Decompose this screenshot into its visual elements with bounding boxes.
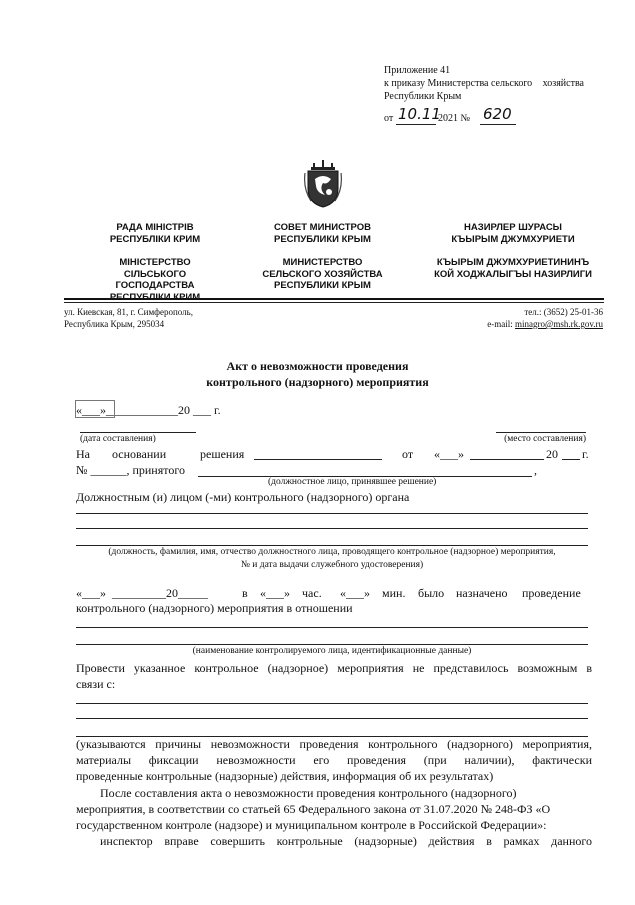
number-handwritten: 620 xyxy=(483,105,512,123)
appendix-line2b: хозяйства xyxy=(542,78,584,89)
after-paragraph xyxy=(76,785,592,849)
basis-line xyxy=(76,446,592,462)
impossible-line1: Провести указанное контрольное (надзорное) мероприятия не представилось возможным в xyxy=(76,661,592,675)
basis-date: «___» xyxy=(434,447,464,461)
reasons-line2: материалы фиксации невозможности его проведения (при наличии), фактически xyxy=(76,753,592,767)
time-min: «___» xyxy=(340,586,370,600)
header-rule-thick xyxy=(64,298,604,300)
reasons-line1: (указываются причины невозможности проведения контрольного (надзорного) мероприятия, xyxy=(76,737,592,751)
order-date-line xyxy=(384,106,584,126)
reason-line-2[interactable] xyxy=(76,718,588,719)
time-month-year: _________20_____ xyxy=(112,586,208,600)
coat-of-arms-icon xyxy=(303,159,343,209)
official-note xyxy=(76,546,588,572)
header-right-4: КОЙ ХОДЖАЛЫГЪЫ НАЗИРЛИГИ xyxy=(434,268,592,280)
date-underline xyxy=(396,124,436,125)
date-handwritten: 10.11 xyxy=(398,105,441,123)
basis-from: от xyxy=(402,447,414,461)
header-center-3: МИНИСТЕРСТВО xyxy=(282,257,363,268)
time-word-provedenie: проведение xyxy=(522,586,581,600)
reasons-note xyxy=(76,736,592,784)
number-line-text: № ______, принятого xyxy=(76,463,185,477)
official-heading: Должностным (и) лицом (-ми) контрольного (надзорного) органа xyxy=(76,490,410,504)
time-word-bylo: было xyxy=(418,586,445,600)
decision-field[interactable] xyxy=(254,459,382,460)
header-center-5: РЕСПУБЛИКИ КРЫМ xyxy=(274,280,371,291)
header-left-2: РЕСПУБЛІКИ КРИМ xyxy=(109,233,201,245)
impossible-text xyxy=(76,660,592,692)
after-line3: государственном контроле (надзоре) и муниципальном контроле в Российской Федерации»: xyxy=(76,818,547,832)
official-line-2[interactable] xyxy=(76,528,588,529)
after-line2: мероприятия, в соответствии со статьей 65 Федерального закона от 31.07.2020 № 248-ФЗ «О xyxy=(76,802,551,816)
time-hour: «___» xyxy=(260,586,290,600)
time-at: в xyxy=(242,586,248,600)
basis-g: г. xyxy=(582,447,589,461)
basis-month-field[interactable] xyxy=(470,459,544,460)
address-line2: Республика Крым, 295034 xyxy=(64,319,165,329)
header-left-column xyxy=(80,222,230,303)
header-right-3: КЪЫРЫМ ДЖУМХУРИЕТИНИНЪ xyxy=(436,257,590,268)
subject-line-1[interactable] xyxy=(76,627,588,628)
appendix-line3: Республики Крым xyxy=(384,91,462,102)
header-center-2: РЕСПУБЛИКИ КРЫМ xyxy=(274,233,371,245)
header-center-column xyxy=(250,222,395,292)
header-right-2: КЪЫРЫМ ДЖУМХУРИЕТИ xyxy=(451,233,575,245)
basis-word3: решения xyxy=(200,447,245,461)
header-rule-thin xyxy=(64,302,604,303)
date-caption: (дата составления) xyxy=(80,434,156,444)
place-caption: (место составления) xyxy=(504,434,586,444)
official-caption: (должностное лицо, принявшее решение) xyxy=(268,477,437,487)
header-left-5: ГОСПОДАРСТВА xyxy=(115,280,195,291)
inspector-line: инспектор вправе совершить контрольные (надзорные) действия в рамках данного xyxy=(100,834,592,848)
official-note-1: (должность, фамилия, имя, отчество должностного лица, проводящего контрольное (надзорное) мероприятия, xyxy=(108,547,556,557)
title-line1: Акт о невозможности проведения xyxy=(226,359,409,373)
number-underline xyxy=(480,124,516,125)
address-line1: ул. Киевская, 81, г. Симферополь, xyxy=(64,307,194,317)
basis-word1: На xyxy=(76,447,90,461)
appendix-block xyxy=(384,64,604,103)
header-left-1: РАДА МІНІСТРІВ xyxy=(116,222,194,233)
date-day-box xyxy=(75,400,115,418)
email-link[interactable]: minagro@msh.rk.gov.ru xyxy=(515,319,603,329)
basis-word2: основании xyxy=(112,447,167,461)
time-word-naznacheno: назначено xyxy=(456,586,508,600)
email-label: e-mail: xyxy=(487,319,513,329)
phone-text: тел.: (3652) 25-01-36 xyxy=(524,307,603,317)
impossible-line2: связи с: xyxy=(76,677,116,691)
reasons-line3: проведенные контрольные (надзорные) действия, информация об их результатах) xyxy=(76,769,494,783)
time-line xyxy=(76,585,588,601)
time-line2: контрольного (надзорного) мероприятия в отношении xyxy=(76,601,353,615)
header-center-4: СЕЛЬСКОГО ХОЗЯЙСТВА xyxy=(262,268,383,280)
header-left-3: МІНІСТЕРСТВО xyxy=(119,257,191,268)
year-label: 2021 № xyxy=(438,113,471,124)
header-left-6: РЕСПУБЛІКИ КРИМ xyxy=(109,291,201,303)
title-line2: контрольного (надзорного) мероприятия xyxy=(206,375,429,389)
date-prefix: от xyxy=(384,113,394,124)
basis-year-field[interactable] xyxy=(562,459,580,460)
time-day: «___» xyxy=(76,586,106,600)
subject-line-2[interactable] xyxy=(76,644,588,645)
date-caption-line xyxy=(80,432,196,433)
comma: , xyxy=(534,463,537,477)
appendix-line2a: к приказу Министерства сельского xyxy=(384,78,533,89)
basis-year: 20 xyxy=(546,447,558,461)
document-title xyxy=(0,358,635,390)
date-field-text: «___»____________20 ___ г. xyxy=(76,403,221,417)
official-note-2: № и дата выдачи служебного удостоверения) xyxy=(240,560,424,570)
time-hour-label: час. xyxy=(302,586,322,600)
place-caption-line xyxy=(496,432,586,433)
appendix-line1: Приложение 41 xyxy=(384,65,451,76)
time-min-label: мин. xyxy=(382,586,406,600)
header-right-column xyxy=(418,222,608,280)
header-right-1: НАЗИРЛЕР ШУРАСЫ xyxy=(464,222,562,233)
address-block xyxy=(64,306,193,330)
reason-line-1[interactable] xyxy=(76,703,588,704)
header-left-4: СІЛЬСЬКОГО xyxy=(123,268,187,280)
after-line1: После составления акта о невозможности проведения контрольного (надзорного) xyxy=(100,786,517,800)
contacts-block xyxy=(487,306,603,330)
subject-caption: (наименование контролируемого лица, идентификационные данные) xyxy=(192,646,472,656)
official-line-1[interactable] xyxy=(76,513,588,514)
number-line xyxy=(76,462,185,478)
header-center-1: СОВЕТ МИНИСТРОВ xyxy=(274,222,371,233)
